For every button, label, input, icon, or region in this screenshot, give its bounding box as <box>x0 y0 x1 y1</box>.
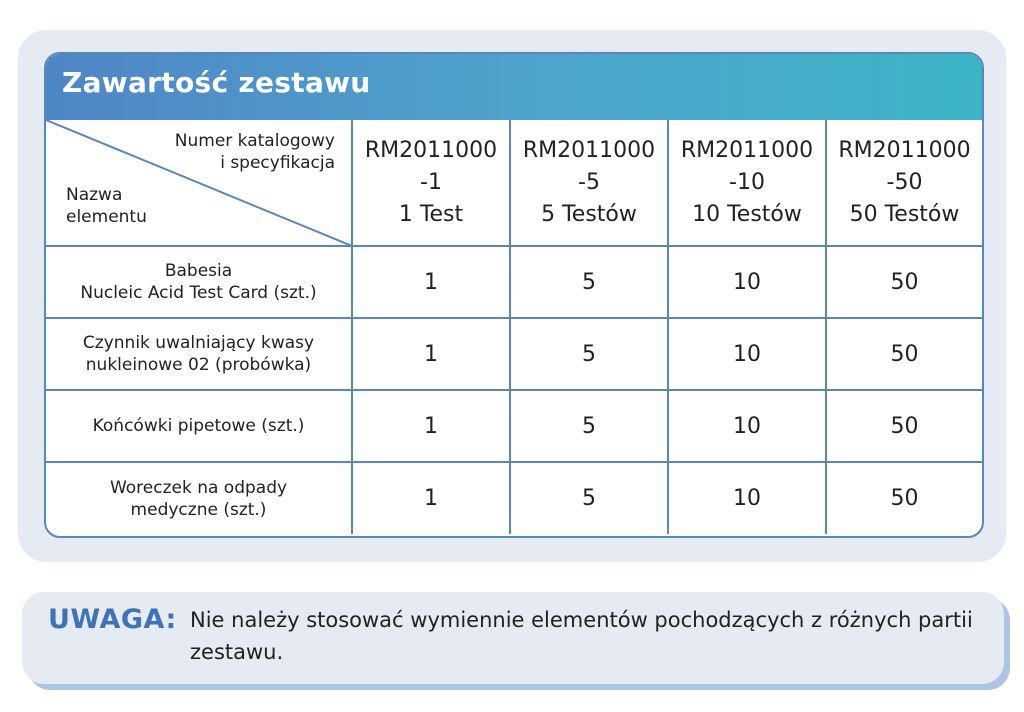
kit-contents-table-card <box>44 52 984 538</box>
column-header: RM2011000 -5 5 Testów <box>510 120 668 246</box>
quantity-cell: 10 <box>668 390 826 462</box>
quantity-cell: 5 <box>510 246 668 318</box>
item-name-cell: Czynnik uwalniający kwasy nukleinowe 02 (probówka) <box>46 318 352 390</box>
corner-bottom-line2: elementu <box>66 207 147 227</box>
warning-note <box>22 592 1004 684</box>
column-header: RM2011000 -10 10 Testów <box>668 120 826 246</box>
item-name-cell: Końcówki pipetowe (szt.) <box>46 390 352 462</box>
quantity-cell: 50 <box>826 462 982 534</box>
corner-top-line2: i specyfikacja <box>220 153 335 173</box>
kit-contents-table <box>46 120 982 534</box>
warning-text: Nie należy stosować wymiennie elementów pochodzących z różnych partii zestawu. <box>190 608 973 664</box>
element-name-label <box>66 184 147 228</box>
corner-header-cell <box>46 120 352 246</box>
table-title: Zawartość zestawu <box>62 66 371 99</box>
quantity-cell: 1 <box>352 462 510 534</box>
table-row <box>46 462 982 534</box>
quantity-cell: 1 <box>352 318 510 390</box>
table-row <box>46 246 982 318</box>
table-header-row <box>46 120 982 246</box>
column-header: RM2011000 -1 1 Test <box>352 120 510 246</box>
quantity-cell: 50 <box>826 390 982 462</box>
item-name-cell: Babesia Nucleic Acid Test Card (szt.) <box>46 246 352 318</box>
table-row <box>46 390 982 462</box>
quantity-cell: 50 <box>826 246 982 318</box>
corner-top-line1: Numer katalogowy <box>174 131 335 151</box>
quantity-cell: 5 <box>510 318 668 390</box>
quantity-cell: 10 <box>668 246 826 318</box>
quantity-cell: 10 <box>668 462 826 534</box>
quantity-cell: 5 <box>510 390 668 462</box>
title-bar <box>46 54 982 120</box>
quantity-cell: 50 <box>826 318 982 390</box>
corner-bottom-line1: Nazwa <box>66 185 123 205</box>
table-row <box>46 318 982 390</box>
item-name-cell: Woreczek na odpady medyczne (szt.) <box>46 462 352 534</box>
quantity-cell: 5 <box>510 462 668 534</box>
quantity-cell: 10 <box>668 318 826 390</box>
quantity-cell: 1 <box>352 390 510 462</box>
warning-label: UWAGA: <box>48 604 177 635</box>
column-header: RM2011000 -50 50 Testów <box>826 120 982 246</box>
catalog-number-label <box>175 130 335 174</box>
quantity-cell: 1 <box>352 246 510 318</box>
